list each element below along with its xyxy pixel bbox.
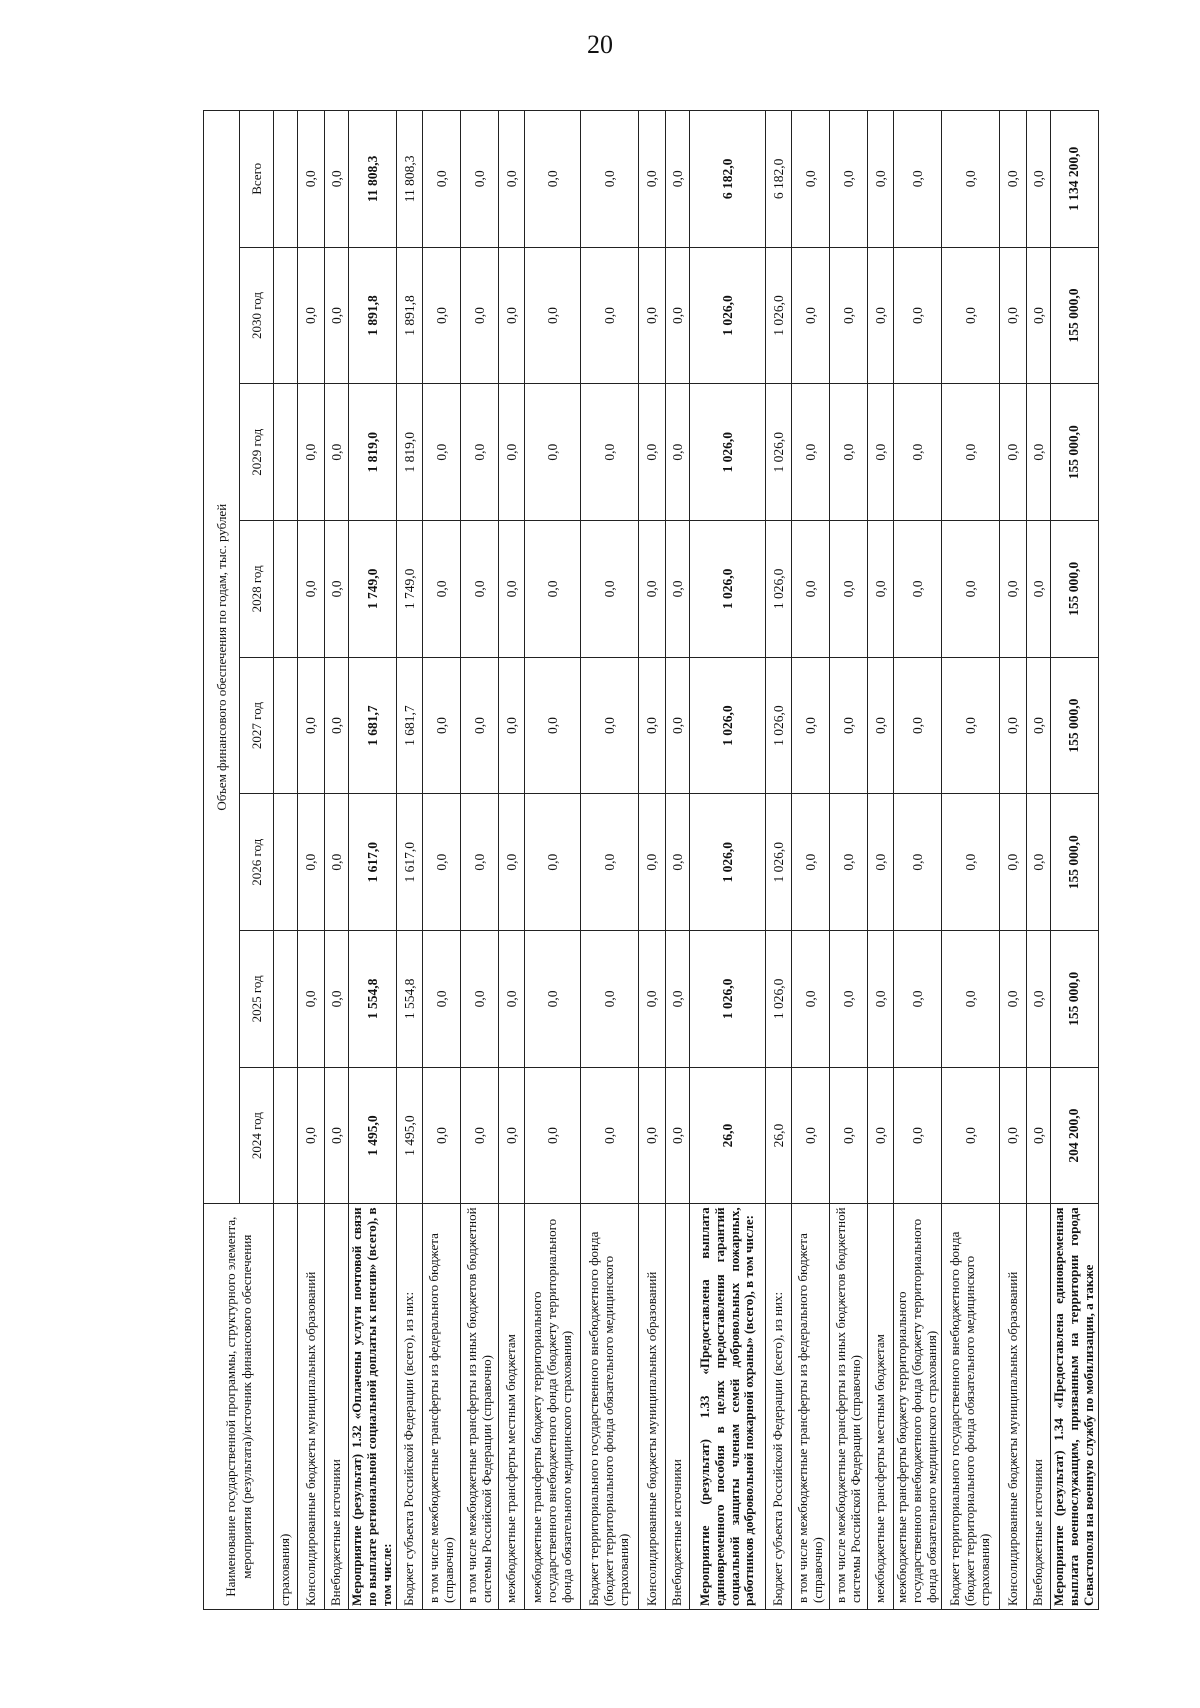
row-value: 0,0 xyxy=(1000,1067,1027,1204)
row-value: 0,0 xyxy=(499,521,525,658)
row-value: 0,0 xyxy=(942,247,1000,384)
row-value: 6 182,0 xyxy=(690,111,766,248)
row-value: 1 026,0 xyxy=(766,931,792,1068)
row-value: 0,0 xyxy=(942,1067,1000,1204)
table-row xyxy=(868,111,894,1610)
row-value: 1 681,7 xyxy=(397,657,423,794)
row-value: 0,0 xyxy=(461,931,499,1068)
row-value: 0,0 xyxy=(830,931,868,1068)
row-value: 0,0 xyxy=(666,111,690,248)
row-name: в том числе межбюджетные трансферты из иных бюджетов бюджетной системы Российской Федерации (справочно) xyxy=(830,1204,868,1610)
row-value: 0,0 xyxy=(298,657,325,794)
row-value: 0,0 xyxy=(830,657,868,794)
row-value: 0,0 xyxy=(298,1067,325,1204)
row-name: Внебюджетные источники xyxy=(325,1204,349,1610)
row-value: 0,0 xyxy=(525,931,581,1068)
row-name: в том числе межбюджетные трансферты из иных бюджетов бюджетной системы Российской Федерации (справочно) xyxy=(461,1204,499,1610)
row-value: 0,0 xyxy=(1000,794,1027,931)
row-value: 0,0 xyxy=(461,521,499,658)
header-name-column: Наименование государственной программы, структурного элемента, мероприятия (результата)/источник финансового обеспечения xyxy=(204,1204,274,1610)
row-value: 1 026,0 xyxy=(766,657,792,794)
row-value: 0,0 xyxy=(525,794,581,931)
row-value: 0,0 xyxy=(325,247,349,384)
row-value: 1 891,8 xyxy=(349,247,397,384)
row-value: 0,0 xyxy=(325,1067,349,1204)
row-value: 0,0 xyxy=(499,931,525,1068)
table-row xyxy=(792,111,830,1610)
row-value: 0,0 xyxy=(894,931,942,1068)
table-row xyxy=(499,111,525,1610)
row-value: 0,0 xyxy=(666,521,690,658)
row-value: 0,0 xyxy=(581,247,639,384)
row-value: 26,0 xyxy=(766,1067,792,1204)
row-value: 1 495,0 xyxy=(397,1067,423,1204)
row-name: Внебюджетные источники xyxy=(1027,1204,1051,1610)
table-row xyxy=(581,111,639,1610)
row-value: 0,0 xyxy=(1027,931,1051,1068)
row-value: 0,0 xyxy=(461,657,499,794)
row-value: 0,0 xyxy=(942,521,1000,658)
row-value: 0,0 xyxy=(525,111,581,248)
row-value: 0,0 xyxy=(499,657,525,794)
row-value: 0,0 xyxy=(792,247,830,384)
row-value xyxy=(274,247,298,384)
table-row xyxy=(349,111,397,1610)
row-value: 0,0 xyxy=(894,1067,942,1204)
row-value: 0,0 xyxy=(423,657,461,794)
row-value: 0,0 xyxy=(894,384,942,521)
row-value: 0,0 xyxy=(830,521,868,658)
row-value: 1 819,0 xyxy=(397,384,423,521)
row-value: 0,0 xyxy=(666,794,690,931)
row-value: 0,0 xyxy=(325,794,349,931)
row-value: 0,0 xyxy=(942,931,1000,1068)
row-value: 0,0 xyxy=(298,247,325,384)
row-value: 0,0 xyxy=(1000,384,1027,521)
row-value: 0,0 xyxy=(325,111,349,248)
row-value xyxy=(274,111,298,248)
row-value: 0,0 xyxy=(1000,111,1027,248)
row-name: межбюджетные трансферты бюджету территориального государственного внебюджетного фонда (бюджету территориального фонда обязательного медицинского страхования) xyxy=(894,1204,942,1610)
row-value: 0,0 xyxy=(792,794,830,931)
row-value: 0,0 xyxy=(639,247,666,384)
row-value: 1 026,0 xyxy=(766,384,792,521)
row-value: 0,0 xyxy=(499,111,525,248)
header-group: Объем финансового обеспечения по годам, тыс. рублей xyxy=(204,111,240,1204)
row-value: 1 617,0 xyxy=(397,794,423,931)
row-value: 0,0 xyxy=(298,384,325,521)
row-value: 1 819,0 xyxy=(349,384,397,521)
row-value: 26,0 xyxy=(690,1067,766,1204)
row-value: 0,0 xyxy=(499,384,525,521)
row-value: 0,0 xyxy=(499,1067,525,1204)
row-value: 0,0 xyxy=(1000,657,1027,794)
row-value: 0,0 xyxy=(894,521,942,658)
row-value: 0,0 xyxy=(1027,247,1051,384)
row-value: 0,0 xyxy=(868,521,894,658)
row-value: 0,0 xyxy=(666,1067,690,1204)
table-row xyxy=(397,111,423,1610)
table-row xyxy=(298,111,325,1610)
row-value: 0,0 xyxy=(581,384,639,521)
row-value: 0,0 xyxy=(830,794,868,931)
row-value: 1 026,0 xyxy=(766,794,792,931)
row-value: 0,0 xyxy=(792,384,830,521)
row-value: 0,0 xyxy=(1027,794,1051,931)
row-name: в том числе межбюджетные трансферты из федерального бюджета (справочно) xyxy=(792,1204,830,1610)
row-value: 155 000,0 xyxy=(1051,657,1099,794)
row-value: 0,0 xyxy=(666,657,690,794)
row-value: 0,0 xyxy=(894,111,942,248)
row-value: 0,0 xyxy=(639,1067,666,1204)
row-value: 0,0 xyxy=(942,384,1000,521)
row-value: 0,0 xyxy=(792,111,830,248)
row-value: 0,0 xyxy=(525,657,581,794)
row-value: 0,0 xyxy=(1027,111,1051,248)
row-value: 0,0 xyxy=(639,521,666,658)
row-value: 0,0 xyxy=(298,111,325,248)
row-value: 11 808,3 xyxy=(349,111,397,248)
row-value: 0,0 xyxy=(423,247,461,384)
row-value: 6 182,0 xyxy=(766,111,792,248)
row-value: 155 000,0 xyxy=(1051,521,1099,658)
row-value: 0,0 xyxy=(525,521,581,658)
row-value: 0,0 xyxy=(792,657,830,794)
table-row xyxy=(639,111,666,1610)
row-value xyxy=(274,1067,298,1204)
row-value: 0,0 xyxy=(1000,521,1027,658)
row-value: 0,0 xyxy=(525,247,581,384)
row-value: 0,0 xyxy=(894,794,942,931)
row-value xyxy=(274,657,298,794)
row-value: 0,0 xyxy=(868,657,894,794)
row-value: 0,0 xyxy=(639,384,666,521)
row-value: 1 026,0 xyxy=(690,657,766,794)
row-value: 0,0 xyxy=(639,111,666,248)
row-value: 1 495,0 xyxy=(349,1067,397,1204)
row-name: Бюджет территориального государственного внебюджетного фонда (бюджет территориального фонда обязательного медицинского страхования) xyxy=(581,1204,639,1610)
row-value: 0,0 xyxy=(792,931,830,1068)
row-value: 1 026,0 xyxy=(690,247,766,384)
row-value: 1 617,0 xyxy=(349,794,397,931)
row-value xyxy=(274,794,298,931)
table-row xyxy=(1051,111,1099,1610)
row-value: 1 554,8 xyxy=(349,931,397,1068)
row-value: 1 134 200,0 xyxy=(1051,111,1099,248)
row-value: 0,0 xyxy=(1027,384,1051,521)
table-row xyxy=(461,111,499,1610)
row-value: 1 749,0 xyxy=(397,521,423,658)
row-name: Внебюджетные источники xyxy=(666,1204,690,1610)
row-value: 0,0 xyxy=(499,247,525,384)
row-value: 0,0 xyxy=(423,384,461,521)
row-value: 1 891,8 xyxy=(397,247,423,384)
row-value: 0,0 xyxy=(1027,1067,1051,1204)
row-value xyxy=(274,521,298,658)
table-row xyxy=(1000,111,1027,1610)
row-value: 155 000,0 xyxy=(1051,384,1099,521)
row-name: страхования) xyxy=(274,1204,298,1610)
row-value: 0,0 xyxy=(581,1067,639,1204)
row-name: Бюджет субъекта Российской Федерации (всего), из них: xyxy=(766,1204,792,1610)
row-value: 0,0 xyxy=(868,111,894,248)
header-year: 2029 год xyxy=(240,384,274,521)
row-value: 1 026,0 xyxy=(766,521,792,658)
row-name: в том числе межбюджетные трансферты из федерального бюджета (справочно) xyxy=(423,1204,461,1610)
row-value: 0,0 xyxy=(423,111,461,248)
table-row xyxy=(894,111,942,1610)
row-name: межбюджетные трансферты бюджету территориального государственного внебюджетного фонда (бюджету территориального фонда обязательного медицинского страхования) xyxy=(525,1204,581,1610)
table-row xyxy=(274,111,298,1610)
header-year: 2026 год xyxy=(240,794,274,931)
header-year: 2025 год xyxy=(240,931,274,1068)
row-value: 0,0 xyxy=(525,1067,581,1204)
table-row xyxy=(942,111,1000,1610)
table-row xyxy=(766,111,792,1610)
row-value: 0,0 xyxy=(666,931,690,1068)
row-value: 204 200,0 xyxy=(1051,1067,1099,1204)
row-name: Мероприятие (результат) 1.34 «Предоставлена единовременная выплата военнослужащим, призванным на территории города Севастополя на военную службу по мобилизации, а также xyxy=(1051,1204,1099,1610)
row-value: 0,0 xyxy=(942,657,1000,794)
header-year: Всего xyxy=(240,111,274,248)
row-value: 1 026,0 xyxy=(766,247,792,384)
row-value: 155 000,0 xyxy=(1051,794,1099,931)
row-value: 0,0 xyxy=(499,794,525,931)
row-value: 0,0 xyxy=(830,247,868,384)
row-value: 0,0 xyxy=(461,794,499,931)
row-value: 0,0 xyxy=(325,931,349,1068)
row-value: 0,0 xyxy=(581,521,639,658)
row-value: 0,0 xyxy=(298,931,325,1068)
row-value: 0,0 xyxy=(1027,521,1051,658)
row-name: Консолидированные бюджеты муниципальных образований xyxy=(1000,1204,1027,1610)
row-value: 0,0 xyxy=(423,1067,461,1204)
table-row xyxy=(423,111,461,1610)
row-value: 0,0 xyxy=(581,657,639,794)
row-value: 0,0 xyxy=(1000,247,1027,384)
header-year: 2027 год xyxy=(240,657,274,794)
row-value: 0,0 xyxy=(666,384,690,521)
row-name: Бюджет субъекта Российской Федерации (всего), из них: xyxy=(397,1204,423,1610)
row-value: 1 026,0 xyxy=(690,794,766,931)
row-value: 0,0 xyxy=(868,384,894,521)
row-value: 11 808,3 xyxy=(397,111,423,248)
row-value: 0,0 xyxy=(298,794,325,931)
row-value: 0,0 xyxy=(792,1067,830,1204)
row-value: 0,0 xyxy=(942,111,1000,248)
row-value: 0,0 xyxy=(581,931,639,1068)
row-value: 155 000,0 xyxy=(1051,247,1099,384)
row-name: Консолидированные бюджеты муниципальных образований xyxy=(639,1204,666,1610)
row-value: 0,0 xyxy=(639,794,666,931)
row-value: 0,0 xyxy=(639,931,666,1068)
row-value: 0,0 xyxy=(639,657,666,794)
row-value: 0,0 xyxy=(581,794,639,931)
row-value: 0,0 xyxy=(868,794,894,931)
row-value: 155 000,0 xyxy=(1051,931,1099,1068)
row-name: Мероприятие (результат) 1.33 «Предоставлена выплата единовременного пособия в целях предоставления гарантий социальной защиты членам семей добровольных пожарных, работников добровольной пожарной охраны» (всего), в том числе: xyxy=(690,1204,766,1610)
table-row xyxy=(666,111,690,1610)
row-value: 0,0 xyxy=(461,1067,499,1204)
row-value: 0,0 xyxy=(423,794,461,931)
row-value: 0,0 xyxy=(461,111,499,248)
row-value xyxy=(274,931,298,1068)
row-name: Консолидированные бюджеты муниципальных образований xyxy=(298,1204,325,1610)
row-value: 0,0 xyxy=(298,521,325,658)
table-row xyxy=(325,111,349,1610)
row-value: 0,0 xyxy=(868,1067,894,1204)
page-number: 20 xyxy=(587,30,613,59)
header-year: 2024 год xyxy=(240,1067,274,1204)
row-value xyxy=(274,384,298,521)
row-name: Мероприятие (результат) 1.32 «Оплачены услуги почтовой связи по выплате региональной социальной доплаты к пенсии» (всего), в том числе: xyxy=(349,1204,397,1610)
table-row xyxy=(1027,111,1051,1610)
row-value: 0,0 xyxy=(423,931,461,1068)
row-name: межбюджетные трансферты местным бюджетам xyxy=(499,1204,525,1610)
row-value: 0,0 xyxy=(461,247,499,384)
header-year: 2028 год xyxy=(240,521,274,658)
row-value: 0,0 xyxy=(792,521,830,658)
row-value: 1 749,0 xyxy=(349,521,397,658)
table-row xyxy=(525,111,581,1610)
row-value: 0,0 xyxy=(666,247,690,384)
row-value: 0,0 xyxy=(325,384,349,521)
row-value: 0,0 xyxy=(942,794,1000,931)
rotated-table-container xyxy=(203,110,1096,1610)
row-value: 0,0 xyxy=(325,521,349,658)
row-value: 1 681,7 xyxy=(349,657,397,794)
row-value: 0,0 xyxy=(325,657,349,794)
row-value: 0,0 xyxy=(868,247,894,384)
financing-table xyxy=(203,110,1099,1610)
table-row xyxy=(690,111,766,1610)
row-value: 0,0 xyxy=(894,657,942,794)
table-row xyxy=(830,111,868,1610)
row-value: 0,0 xyxy=(1000,931,1027,1068)
row-value: 1 026,0 xyxy=(690,931,766,1068)
row-value: 0,0 xyxy=(581,111,639,248)
row-value: 0,0 xyxy=(830,111,868,248)
row-value: 0,0 xyxy=(868,931,894,1068)
header-year: 2030 год xyxy=(240,247,274,384)
row-value: 0,0 xyxy=(1027,657,1051,794)
row-value: 0,0 xyxy=(830,1067,868,1204)
row-value: 1 026,0 xyxy=(690,384,766,521)
row-value: 0,0 xyxy=(461,384,499,521)
row-name: межбюджетные трансферты местным бюджетам xyxy=(868,1204,894,1610)
row-value: 1 026,0 xyxy=(690,521,766,658)
row-value: 0,0 xyxy=(894,247,942,384)
row-value: 0,0 xyxy=(525,384,581,521)
row-value: 1 554,8 xyxy=(397,931,423,1068)
row-name: Бюджет территориального государственного внебюджетного фонда (бюджет территориального фонда обязательного медицинского страхования) xyxy=(942,1204,1000,1610)
row-value: 0,0 xyxy=(830,384,868,521)
row-value: 0,0 xyxy=(423,521,461,658)
